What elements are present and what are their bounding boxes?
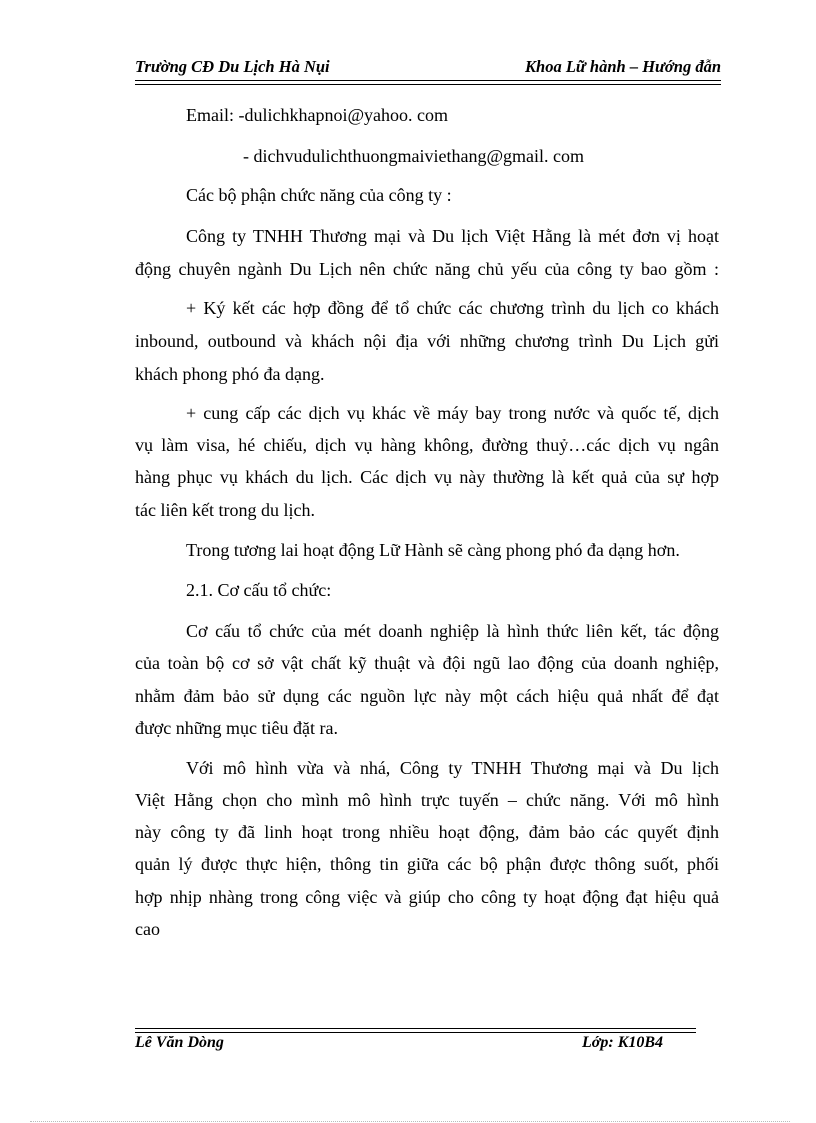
paragraph-line: động chuyên ngành Du Lịch nên chức năng chủ yếu của công ty bao gồm :: [135, 259, 719, 279]
header-rule-thick: [135, 80, 721, 81]
header-school: Trường CĐ Du Lịch Hà Nụi: [135, 57, 330, 76]
paragraph-line: + cung cấp các dịch vụ khác về máy bay trong nước và quốc tế, dịch: [186, 403, 719, 423]
paragraph-line: Với mô hình vừa và nhá, Công ty TNHH Thương mại và Du lịch: [186, 758, 719, 778]
header-department: Khoa Lữ hành – Hướng đẫn: [525, 57, 721, 76]
paragraph-line: Trong tương lai hoạt động Lữ Hành sẽ càng phong phó đa dạng hơn.: [186, 540, 680, 560]
page-bottom-edge: [30, 1121, 790, 1122]
footer-author: Lê Văn Dòng: [135, 1034, 224, 1051]
paragraph-line: Việt Hằng chọn cho mình mô hình trực tuyến – chức năng. Với mô hình: [135, 790, 719, 810]
footer-class: Lớp: K10B4: [582, 1034, 664, 1051]
header-rule-thin: [135, 84, 721, 85]
paragraph-line: Công ty TNHH Thương mại và Du lịch Việt Hằng là mét đơn vị hoạt: [186, 226, 719, 246]
paragraph-line: + Ký kết các hợp đồng để tổ chức các chương trình du lịch co khách: [186, 298, 719, 318]
paragraph-line: Cơ cấu tổ chức của mét doanh nghiệp là hình thức liên kết, tác động: [186, 621, 719, 641]
paragraph-line: hợp nhịp nhàng trong công việc và giúp cho công ty hoạt động đạt hiệu quả: [135, 887, 719, 907]
functions-heading: Các bộ phận chức năng của công ty :: [186, 185, 452, 205]
section-heading: 2.1. Cơ cấu tổ chức:: [186, 580, 332, 600]
paragraph-line: vụ làm visa, hé chiếu, dịch vụ hàng không, đường thuỷ…các dịch vụ ngân: [135, 435, 719, 455]
paragraph-line: của toàn bộ cơ sở vật chất kỹ thuật và đội ngũ lao động của doanh nghiệp,: [135, 653, 719, 673]
paragraph-line: được những mục tiêu đặt ra.: [135, 718, 338, 738]
paragraph-line: hàng phục vụ khách du lịch. Các dịch vụ này thường là kết quả của sự hợp: [135, 467, 719, 487]
page-header: [135, 57, 721, 81]
footer-rule-thin: [135, 1028, 696, 1029]
paragraph-line: tác liên kết trong du lịch.: [135, 500, 315, 520]
paragraph-line: này công ty đã linh hoạt trong nhiều hoạt động, đảm bảo các quyết định: [135, 822, 719, 842]
paragraph-line: khách phong phó đa dạng.: [135, 364, 325, 384]
paragraph-line: inbound, outbound và khách nội địa với những chương trình Du Lịch gửi: [135, 331, 719, 351]
paragraph-line: cao: [135, 919, 160, 939]
footer-rule-thick: [135, 1032, 696, 1033]
page-footer: [135, 1034, 696, 1058]
email-line-1: Email: -dulichkhapnoi@yahoo. com: [186, 105, 449, 125]
paragraph-line: quản lý được thực hiện, thông tin giữa các bộ phận được thông suốt, phối: [135, 854, 719, 874]
email-line-2: - dichvudulichthuongmaiviethang@gmail. com: [243, 146, 585, 166]
paragraph-line: nhằm đảm bảo sử dụng các nguồn lực này một cách hiệu quả nhất để đạt: [135, 686, 719, 706]
